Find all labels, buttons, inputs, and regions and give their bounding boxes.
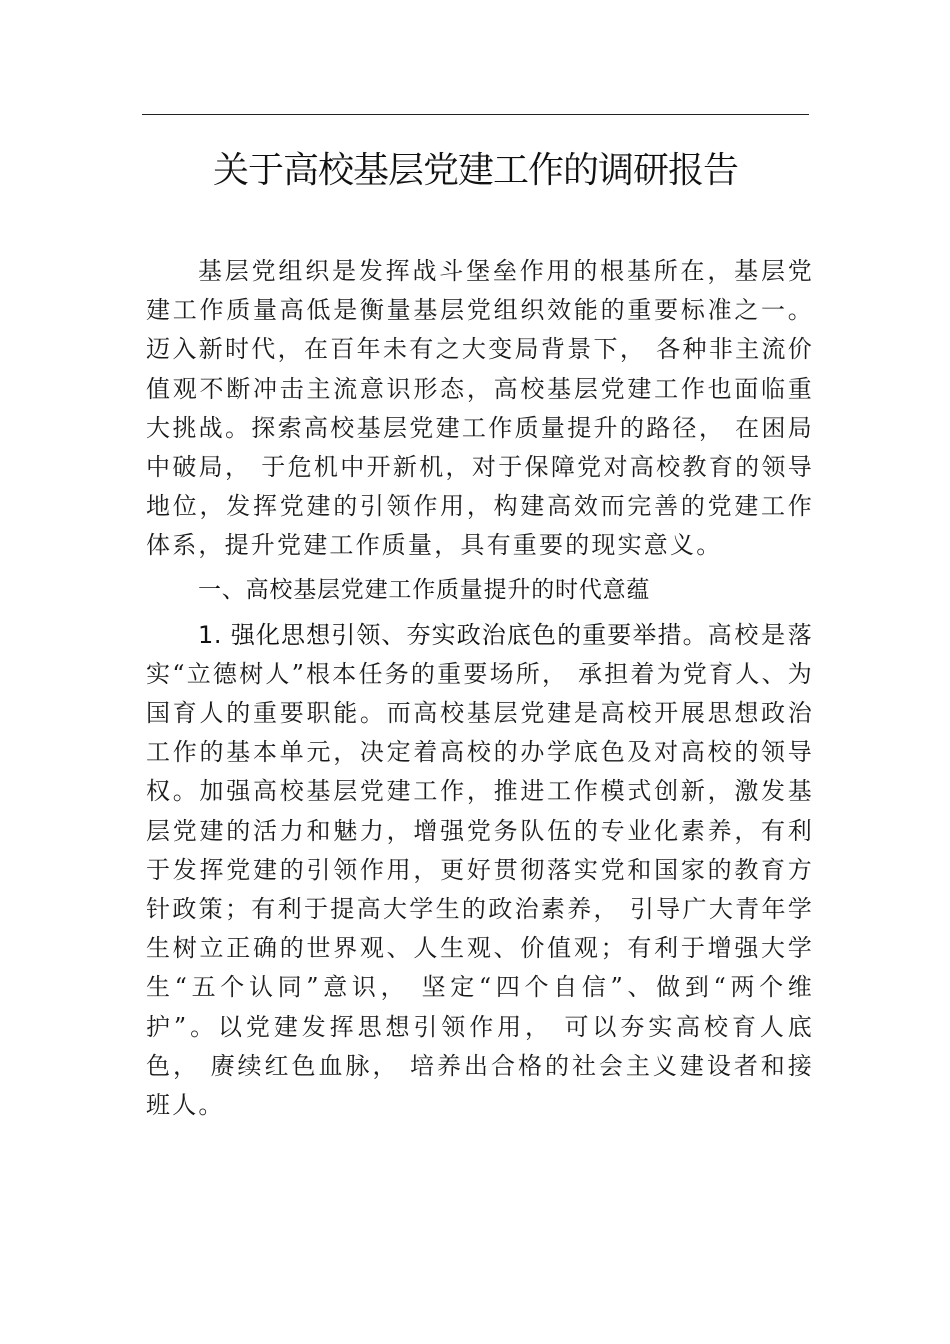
header-rule <box>142 114 809 115</box>
document-body <box>146 252 814 1125</box>
paragraph-text: 高校是落实“立德树人”根本任务的重要场所， 承担着为党育人、为国育人的重要职能。而高校基层党建是高校开展思想政治工作的基本单元，决定着高校的办学底色及对高校的领导权。加强高校基层党建工作，推进工作模式创新，激发基层党建的活力和魅力，增强党务队伍的专业化素养，有利于发挥党建的引领作用，更好贯彻落实党和国家的教育方针政策；有利于提高大学生的政治素养， 引导广大青年学生树立正确的世界观、人生观、价值观；有利于增强大学生“五个认同”意识， 坚定“四个自信”、做到“两个维护”。以党建发挥思想引领作用， 可以夯实高校育人底色， 赓续红色血脉， 培养出合格的社会主义建设者和接班人。 <box>146 620 814 1120</box>
section-heading: 一、高校基层党建工作质量提升的时代意蕴 <box>198 576 651 603</box>
intro-paragraph: 基层党组织是发挥战斗堡垒作用的根基所在，基层党建工作质量高低是衡量基层党组织效能的重要标准之一。迈入新时代，在百年未有之大变局背景下， 各种非主流价值观不断冲击主流意识形态，高校基层党建工作也面临重大挑战。探索高校基层党建工作质量提升的路径， 在困局中破局， 于危机中开新机，对于保障党对高校教育的领导地位，发挥党建的引领作用，构建高效而完善的党建工作体系，提升党建工作质量，具有重要的现实意义。 <box>146 257 814 560</box>
document-title: 关于高校基层党建工作的调研报告 <box>212 150 738 191</box>
section-paragraph <box>146 616 814 1126</box>
paragraph-lead: 1. 强化思想引领、夯实政治底色的重要举措。 <box>198 620 708 649</box>
